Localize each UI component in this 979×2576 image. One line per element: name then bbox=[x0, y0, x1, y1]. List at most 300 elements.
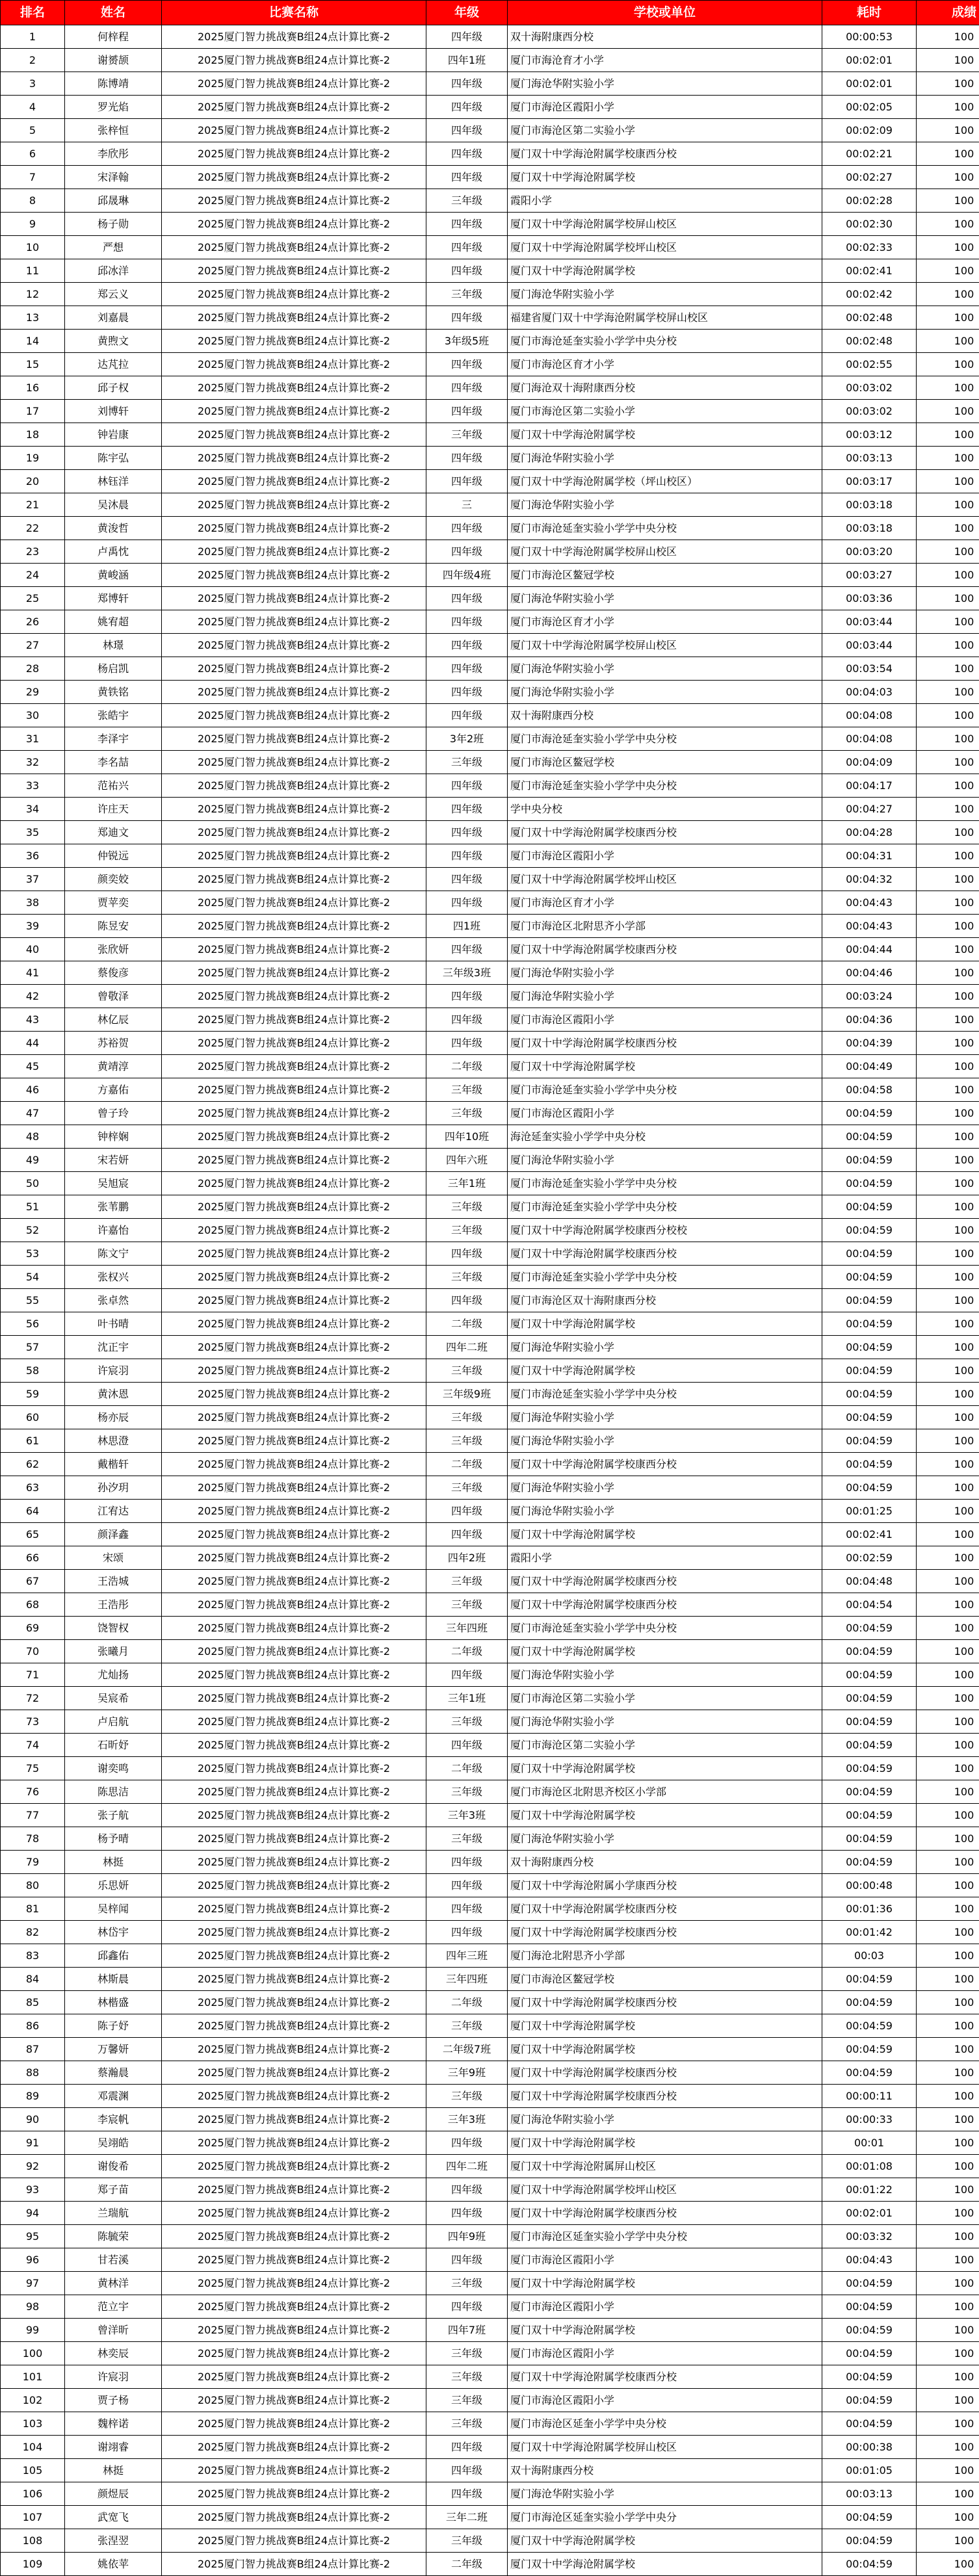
score-cell: 100 bbox=[917, 1149, 979, 1172]
name-cell: 江宥达 bbox=[65, 1500, 162, 1523]
rank-cell: 55 bbox=[1, 1289, 65, 1312]
school-cell: 厦门市海沧延奎实验小学学中央分校 bbox=[508, 1266, 822, 1289]
school-cell: 厦门市海沧区延奎实验小学学中央分校 bbox=[508, 2225, 822, 2248]
score-cell: 100 bbox=[917, 1429, 979, 1453]
time-cell: 00:04:59 bbox=[822, 1195, 917, 1219]
table-row bbox=[1, 2061, 979, 2085]
time-cell: 00:04:59 bbox=[822, 1453, 917, 1476]
score-cell: 100 bbox=[917, 2225, 979, 2248]
table-row bbox=[1, 1195, 979, 1219]
name-cell: 蔡瀚晨 bbox=[65, 2061, 162, 2085]
name-cell: 姚宥超 bbox=[65, 610, 162, 634]
rank-cell: 63 bbox=[1, 1476, 65, 1500]
score-cell: 100 bbox=[917, 564, 979, 587]
table-row bbox=[1, 1102, 979, 1125]
score-cell: 100 bbox=[917, 2482, 979, 2506]
table-row bbox=[1, 1453, 979, 1476]
grade-cell: 四年级 bbox=[426, 376, 508, 400]
rank-cell: 8 bbox=[1, 189, 65, 213]
header-grade: 年级 bbox=[426, 1, 508, 25]
rank-cell: 76 bbox=[1, 1780, 65, 1804]
rank-cell: 101 bbox=[1, 2365, 65, 2389]
grade-cell: 三年级 bbox=[426, 2412, 508, 2436]
time-cell: 00:04:59 bbox=[822, 1336, 917, 1359]
table-row bbox=[1, 1055, 979, 1078]
table-row bbox=[1, 821, 979, 844]
table-row bbox=[1, 2436, 979, 2459]
time-cell: 00:03:02 bbox=[822, 400, 917, 423]
table-row bbox=[1, 72, 979, 96]
school-cell: 厦门双十中学海沧附属学校 bbox=[508, 1523, 822, 1546]
time-cell: 00:04:59 bbox=[822, 1312, 917, 1336]
name-cell: 吴宸希 bbox=[65, 1687, 162, 1710]
score-cell: 100 bbox=[917, 868, 979, 891]
time-cell: 00:04:59 bbox=[822, 1640, 917, 1663]
event-cell: 2025厦门智力挑战赛B组24点计算比赛-2 bbox=[162, 1757, 426, 1780]
table-row bbox=[1, 1968, 979, 1991]
school-cell: 海沧延奎实验小学学中央分校 bbox=[508, 1125, 822, 1149]
score-cell: 100 bbox=[917, 2365, 979, 2389]
name-cell: 范立宇 bbox=[65, 2295, 162, 2319]
grade-cell: 二年级 bbox=[426, 1055, 508, 1078]
time-cell: 00:03:17 bbox=[822, 470, 917, 493]
event-cell: 2025厦门智力挑战赛B组24点计算比赛-2 bbox=[162, 774, 426, 798]
score-cell: 100 bbox=[917, 2085, 979, 2108]
rank-cell: 30 bbox=[1, 704, 65, 727]
time-cell: 00:04:59 bbox=[822, 1359, 917, 1383]
school-cell: 厦门双十中学海沧附属学校坪山校区 bbox=[508, 868, 822, 891]
school-cell: 厦门海沧双十海附康西分校 bbox=[508, 376, 822, 400]
time-cell: 00:04:59 bbox=[822, 2038, 917, 2061]
time-cell: 00:04:28 bbox=[822, 821, 917, 844]
grade-cell: 四年1班 bbox=[426, 49, 508, 72]
school-cell: 厦门双十中学海沧附属学校康西分校 bbox=[508, 142, 822, 166]
grade-cell: 三年级 bbox=[426, 1102, 508, 1125]
event-cell: 2025厦门智力挑战赛B组24点计算比赛-2 bbox=[162, 938, 426, 961]
school-cell: 厦门双十中学海沧附属学校屏山校区 bbox=[508, 540, 822, 564]
rank-cell: 40 bbox=[1, 938, 65, 961]
school-cell: 厦门双十中学海沧附属学校 bbox=[508, 2529, 822, 2553]
event-cell: 2025厦门智力挑战赛B组24点计算比赛-2 bbox=[162, 306, 426, 330]
school-cell: 厦门双十中学海沧附属学校 bbox=[508, 166, 822, 189]
score-cell: 100 bbox=[917, 49, 979, 72]
event-cell: 2025厦门智力挑战赛B组24点计算比赛-2 bbox=[162, 400, 426, 423]
grade-cell: 三 bbox=[426, 493, 508, 517]
rank-cell: 74 bbox=[1, 1734, 65, 1757]
school-cell: 福建省厦门双十中学海沧附属学校屏山校区 bbox=[508, 306, 822, 330]
table-row bbox=[1, 1687, 979, 1710]
event-cell: 2025厦门智力挑战赛B组24点计算比赛-2 bbox=[162, 1242, 426, 1266]
score-cell: 100 bbox=[917, 1804, 979, 1827]
table-row bbox=[1, 1219, 979, 1242]
time-cell: 00:03:12 bbox=[822, 423, 917, 447]
event-cell: 2025厦门智力挑战赛B组24点计算比赛-2 bbox=[162, 1897, 426, 1921]
event-cell: 2025厦门智力挑战赛B组24点计算比赛-2 bbox=[162, 1125, 426, 1149]
name-cell: 方嘉佑 bbox=[65, 1078, 162, 1102]
rank-cell: 61 bbox=[1, 1429, 65, 1453]
name-cell: 兰瑞航 bbox=[65, 2202, 162, 2225]
time-cell: 00:04:59 bbox=[822, 1125, 917, 1149]
rank-cell: 57 bbox=[1, 1336, 65, 1359]
header-event: 比赛名称 bbox=[162, 1, 426, 25]
school-cell: 厦门双十中学海沧附属学校康西分校 bbox=[508, 1897, 822, 1921]
score-cell: 100 bbox=[917, 634, 979, 657]
score-cell: 100 bbox=[917, 1266, 979, 1289]
event-cell: 2025厦门智力挑战赛B组24点计算比赛-2 bbox=[162, 2038, 426, 2061]
school-cell: 厦门市海沧区霞阳小学 bbox=[508, 1102, 822, 1125]
school-cell: 厦门双十中学海沧附属学校康西分校 bbox=[508, 1570, 822, 1593]
table-row bbox=[1, 2553, 979, 2576]
grade-cell: 四年级 bbox=[426, 1032, 508, 1055]
time-cell: 00:04:59 bbox=[822, 2319, 917, 2342]
time-cell: 00:04:59 bbox=[822, 1242, 917, 1266]
event-cell: 2025厦门智力挑战赛B组24点计算比赛-2 bbox=[162, 1476, 426, 1500]
header-school: 学校或单位 bbox=[508, 1, 822, 25]
event-cell: 2025厦门智力挑战赛B组24点计算比赛-2 bbox=[162, 891, 426, 915]
time-cell: 00:03:13 bbox=[822, 2482, 917, 2506]
grade-cell: 四年级 bbox=[426, 2436, 508, 2459]
grade-cell: 三年级 bbox=[426, 1476, 508, 1500]
name-cell: 张梓恒 bbox=[65, 119, 162, 142]
school-cell: 厦门海沧华附实验小学 bbox=[508, 1149, 822, 1172]
time-cell: 00:04:59 bbox=[822, 1734, 917, 1757]
event-cell: 2025厦门智力挑战赛B组24点计算比赛-2 bbox=[162, 1991, 426, 2014]
grade-cell: 四年级 bbox=[426, 704, 508, 727]
name-cell: 陈昱安 bbox=[65, 915, 162, 938]
rank-cell: 89 bbox=[1, 2085, 65, 2108]
event-cell: 2025厦门智力挑战赛B组24点计算比赛-2 bbox=[162, 119, 426, 142]
grade-cell: 三年3班 bbox=[426, 2108, 508, 2131]
event-cell: 2025厦门智力挑战赛B组24点计算比赛-2 bbox=[162, 236, 426, 259]
event-cell: 2025厦门智力挑战赛B组24点计算比赛-2 bbox=[162, 2108, 426, 2131]
grade-cell: 四年级 bbox=[426, 587, 508, 610]
grade-cell: 四年级 bbox=[426, 2131, 508, 2155]
table-row bbox=[1, 1125, 979, 1149]
grade-cell: 二年级 bbox=[426, 2553, 508, 2576]
rank-cell: 45 bbox=[1, 1055, 65, 1078]
name-cell: 戴楷轩 bbox=[65, 1453, 162, 1476]
score-cell: 100 bbox=[917, 1991, 979, 2014]
score-cell: 100 bbox=[917, 610, 979, 634]
event-cell: 2025厦门智力挑战赛B组24点计算比赛-2 bbox=[162, 1266, 426, 1289]
time-cell: 00:04:59 bbox=[822, 1827, 917, 1851]
grade-cell: 四年级 bbox=[426, 1523, 508, 1546]
table-row bbox=[1, 2295, 979, 2319]
rank-cell: 7 bbox=[1, 166, 65, 189]
event-cell: 2025厦门智力挑战赛B组24点计算比赛-2 bbox=[162, 1546, 426, 1570]
score-cell: 100 bbox=[917, 587, 979, 610]
rank-cell: 77 bbox=[1, 1804, 65, 1827]
grade-cell: 四年级 bbox=[426, 2178, 508, 2202]
event-cell: 2025厦门智力挑战赛B组24点计算比赛-2 bbox=[162, 1055, 426, 1078]
name-cell: 石昕妤 bbox=[65, 1734, 162, 1757]
rank-cell: 54 bbox=[1, 1266, 65, 1289]
table-row bbox=[1, 142, 979, 166]
rank-cell: 35 bbox=[1, 821, 65, 844]
score-cell: 100 bbox=[917, 2202, 979, 2225]
name-cell: 宋颂 bbox=[65, 1546, 162, 1570]
table-row bbox=[1, 1991, 979, 2014]
time-cell: 00:03:27 bbox=[822, 564, 917, 587]
header-row bbox=[1, 1, 979, 25]
score-cell: 100 bbox=[917, 400, 979, 423]
time-cell: 00:04:36 bbox=[822, 1008, 917, 1032]
time-cell: 00:01:42 bbox=[822, 1921, 917, 1944]
grade-cell: 四年级 bbox=[426, 891, 508, 915]
name-cell: 许嘉怡 bbox=[65, 1219, 162, 1242]
school-cell: 厦门双十中学海沧附属学校 bbox=[508, 2553, 822, 2576]
school-cell: 厦门双十中学海沧附属学校 bbox=[508, 1055, 822, 1078]
score-cell: 100 bbox=[917, 1780, 979, 1804]
table-row bbox=[1, 2155, 979, 2178]
time-cell: 00:04:54 bbox=[822, 1593, 917, 1617]
event-cell: 2025厦门智力挑战赛B组24点计算比赛-2 bbox=[162, 1734, 426, 1757]
rank-cell: 31 bbox=[1, 727, 65, 751]
table-row bbox=[1, 985, 979, 1008]
grade-cell: 三年级 bbox=[426, 2085, 508, 2108]
rank-cell: 94 bbox=[1, 2202, 65, 2225]
grade-cell: 四年级 bbox=[426, 1897, 508, 1921]
event-cell: 2025厦门智力挑战赛B组24点计算比赛-2 bbox=[162, 681, 426, 704]
event-cell: 2025厦门智力挑战赛B组24点计算比赛-2 bbox=[162, 1827, 426, 1851]
time-cell: 00:03:32 bbox=[822, 2225, 917, 2248]
grade-cell: 三年级 bbox=[426, 2529, 508, 2553]
name-cell: 陈毓荣 bbox=[65, 2225, 162, 2248]
header-name: 姓名 bbox=[65, 1, 162, 25]
rank-cell: 51 bbox=[1, 1195, 65, 1219]
rank-cell: 82 bbox=[1, 1921, 65, 1944]
school-cell: 厦门双十中学海沧附属学校康西分校 bbox=[508, 2061, 822, 2085]
event-cell: 2025厦门智力挑战赛B组24点计算比赛-2 bbox=[162, 376, 426, 400]
rank-cell: 17 bbox=[1, 400, 65, 423]
event-cell: 2025厦门智力挑战赛B组24点计算比赛-2 bbox=[162, 915, 426, 938]
grade-cell: 三年级 bbox=[426, 1078, 508, 1102]
rank-cell: 21 bbox=[1, 493, 65, 517]
score-cell: 100 bbox=[917, 189, 979, 213]
score-cell: 100 bbox=[917, 2248, 979, 2272]
school-cell: 厦门海沧华附实验小学 bbox=[508, 961, 822, 985]
score-cell: 100 bbox=[917, 1944, 979, 1968]
school-cell: 厦门市海沧区霞阳小学 bbox=[508, 2295, 822, 2319]
event-cell: 2025厦门智力挑战赛B组24点计算比赛-2 bbox=[162, 657, 426, 681]
table-row bbox=[1, 1008, 979, 1032]
table-row bbox=[1, 844, 979, 868]
time-cell: 00:02:42 bbox=[822, 283, 917, 306]
score-cell: 100 bbox=[917, 1125, 979, 1149]
grade-cell: 四年级 bbox=[426, 142, 508, 166]
rank-cell: 58 bbox=[1, 1359, 65, 1383]
name-cell: 姚依苹 bbox=[65, 2553, 162, 2576]
school-cell: 厦门双十中学海沧附属学校 bbox=[508, 423, 822, 447]
name-cell: 黄铁铭 bbox=[65, 681, 162, 704]
time-cell: 00:02:41 bbox=[822, 259, 917, 283]
table-row bbox=[1, 634, 979, 657]
table-row bbox=[1, 1078, 979, 1102]
school-cell: 厦门市海沧区第二实验小学 bbox=[508, 1734, 822, 1757]
name-cell: 谢俊希 bbox=[65, 2155, 162, 2178]
score-cell: 100 bbox=[917, 1406, 979, 1429]
time-cell: 00:04:59 bbox=[822, 2529, 917, 2553]
score-cell: 100 bbox=[917, 2389, 979, 2412]
table-row bbox=[1, 961, 979, 985]
time-cell: 00:03:13 bbox=[822, 447, 917, 470]
score-cell: 100 bbox=[917, 142, 979, 166]
score-cell: 100 bbox=[917, 727, 979, 751]
school-cell: 厦门市海沧区延奎实验小学学中央分 bbox=[508, 2506, 822, 2529]
rank-cell: 27 bbox=[1, 634, 65, 657]
grade-cell: 四年级 bbox=[426, 1851, 508, 1874]
score-cell: 100 bbox=[917, 1055, 979, 1078]
name-cell: 张卓然 bbox=[65, 1289, 162, 1312]
rank-cell: 5 bbox=[1, 119, 65, 142]
school-cell: 厦门海沧华附实验小学 bbox=[508, 283, 822, 306]
name-cell: 罗光焰 bbox=[65, 96, 162, 119]
rank-cell: 88 bbox=[1, 2061, 65, 2085]
table-row bbox=[1, 1663, 979, 1687]
school-cell: 霞阳小学 bbox=[508, 189, 822, 213]
score-cell: 100 bbox=[917, 283, 979, 306]
table-row bbox=[1, 1593, 979, 1617]
score-cell: 100 bbox=[917, 798, 979, 821]
time-cell: 00:02:48 bbox=[822, 306, 917, 330]
rank-cell: 59 bbox=[1, 1383, 65, 1406]
score-cell: 100 bbox=[917, 423, 979, 447]
time-cell: 00:01:08 bbox=[822, 2155, 917, 2178]
event-cell: 2025厦门智力挑战赛B组24点计算比赛-2 bbox=[162, 353, 426, 376]
name-cell: 叶书晴 bbox=[65, 1312, 162, 1336]
event-cell: 2025厦门智力挑战赛B组24点计算比赛-2 bbox=[162, 96, 426, 119]
event-cell: 2025厦门智力挑战赛B组24点计算比赛-2 bbox=[162, 1219, 426, 1242]
school-cell: 厦门双十中学海沧附属学校康西分校 bbox=[508, 2365, 822, 2389]
score-cell: 100 bbox=[917, 1359, 979, 1383]
time-cell: 00:04:59 bbox=[822, 2342, 917, 2365]
school-cell: 厦门双十中学海沧附属学校康西分校 bbox=[508, 1453, 822, 1476]
event-cell: 2025厦门智力挑战赛B组24点计算比赛-2 bbox=[162, 447, 426, 470]
time-cell: 00:03:54 bbox=[822, 657, 917, 681]
grade-cell: 三年级 bbox=[426, 2365, 508, 2389]
grade-cell: 四年7班 bbox=[426, 2319, 508, 2342]
event-cell: 2025厦门智力挑战赛B组24点计算比赛-2 bbox=[162, 1453, 426, 1476]
school-cell: 厦门市海沧区北附思齐校区小学部 bbox=[508, 1780, 822, 1804]
name-cell: 严想 bbox=[65, 236, 162, 259]
time-cell: 00:04:27 bbox=[822, 798, 917, 821]
name-cell: 林亿辰 bbox=[65, 1008, 162, 1032]
table-row bbox=[1, 447, 979, 470]
table-row bbox=[1, 2529, 979, 2553]
event-cell: 2025厦门智力挑战赛B组24点计算比赛-2 bbox=[162, 25, 426, 49]
table-row bbox=[1, 1921, 979, 1944]
score-cell: 100 bbox=[917, 751, 979, 774]
score-cell: 100 bbox=[917, 915, 979, 938]
grade-cell: 四年2班 bbox=[426, 1546, 508, 1570]
score-cell: 100 bbox=[917, 1921, 979, 1944]
table-row bbox=[1, 1874, 979, 1897]
time-cell: 00:04:31 bbox=[822, 844, 917, 868]
table-row bbox=[1, 2459, 979, 2482]
table-row bbox=[1, 1851, 979, 1874]
rank-cell: 37 bbox=[1, 868, 65, 891]
grade-cell: 三年级 bbox=[426, 1570, 508, 1593]
score-cell: 100 bbox=[917, 2155, 979, 2178]
rank-cell: 2 bbox=[1, 49, 65, 72]
name-cell: 邓震渊 bbox=[65, 2085, 162, 2108]
rank-cell: 52 bbox=[1, 1219, 65, 1242]
rank-cell: 73 bbox=[1, 1710, 65, 1734]
rank-cell: 46 bbox=[1, 1078, 65, 1102]
event-cell: 2025厦门智力挑战赛B组24点计算比赛-2 bbox=[162, 1429, 426, 1453]
event-cell: 2025厦门智力挑战赛B组24点计算比赛-2 bbox=[162, 2248, 426, 2272]
time-cell: 00:04:59 bbox=[822, 1851, 917, 1874]
table-row bbox=[1, 1289, 979, 1312]
rank-cell: 13 bbox=[1, 306, 65, 330]
rank-cell: 62 bbox=[1, 1453, 65, 1476]
grade-cell: 三年级 bbox=[426, 2342, 508, 2365]
score-cell: 100 bbox=[917, 1968, 979, 1991]
score-cell: 100 bbox=[917, 1383, 979, 1406]
school-cell: 厦门双十中学海沧附属学校康西分校 bbox=[508, 821, 822, 844]
school-cell: 厦门双十中学海沧附属学校康西分校 bbox=[508, 938, 822, 961]
score-cell: 100 bbox=[917, 938, 979, 961]
name-cell: 林钰洋 bbox=[65, 470, 162, 493]
score-cell: 100 bbox=[917, 2014, 979, 2038]
table-row bbox=[1, 704, 979, 727]
event-cell: 2025厦门智力挑战赛B组24点计算比赛-2 bbox=[162, 1500, 426, 1523]
event-cell: 2025厦门智力挑战赛B组24点计算比赛-2 bbox=[162, 1968, 426, 1991]
rank-cell: 71 bbox=[1, 1663, 65, 1687]
table-row bbox=[1, 1617, 979, 1640]
school-cell: 厦门市海沧区第二实验小学 bbox=[508, 400, 822, 423]
name-cell: 杨予晴 bbox=[65, 1827, 162, 1851]
table-row bbox=[1, 610, 979, 634]
table-row bbox=[1, 423, 979, 447]
grade-cell: 三年3班 bbox=[426, 1804, 508, 1827]
rank-cell: 26 bbox=[1, 610, 65, 634]
rank-cell: 39 bbox=[1, 915, 65, 938]
time-cell: 00:04:48 bbox=[822, 1570, 917, 1593]
grade-cell: 三年级 bbox=[426, 1359, 508, 1383]
event-cell: 2025厦门智力挑战赛B组24点计算比赛-2 bbox=[162, 634, 426, 657]
rank-cell: 78 bbox=[1, 1827, 65, 1851]
score-cell: 100 bbox=[917, 1476, 979, 1500]
table-row bbox=[1, 1172, 979, 1195]
event-cell: 2025厦门智力挑战赛B组24点计算比赛-2 bbox=[162, 1570, 426, 1593]
name-cell: 黄靖淳 bbox=[65, 1055, 162, 1078]
grade-cell: 三年9班 bbox=[426, 2061, 508, 2085]
event-cell: 2025厦门智力挑战赛B组24点计算比赛-2 bbox=[162, 2085, 426, 2108]
table-row bbox=[1, 2038, 979, 2061]
event-cell: 2025厦门智力挑战赛B组24点计算比赛-2 bbox=[162, 844, 426, 868]
name-cell: 许宸羽 bbox=[65, 1359, 162, 1383]
score-cell: 100 bbox=[917, 1032, 979, 1055]
header-rank: 排名 bbox=[1, 1, 65, 25]
time-cell: 00:02:01 bbox=[822, 2202, 917, 2225]
school-cell: 厦门市海沧延奎实验小学学中央分校 bbox=[508, 330, 822, 353]
school-cell: 厦门双十中学海沧附属学校屏山校区 bbox=[508, 2436, 822, 2459]
time-cell: 00:04:59 bbox=[822, 1617, 917, 1640]
event-cell: 2025厦门智力挑战赛B组24点计算比赛-2 bbox=[162, 2178, 426, 2202]
name-cell: 曾洋昕 bbox=[65, 2319, 162, 2342]
school-cell: 厦门海沧华附实验小学 bbox=[508, 72, 822, 96]
rank-cell: 93 bbox=[1, 2178, 65, 2202]
name-cell: 钟梓娴 bbox=[65, 1125, 162, 1149]
rank-cell: 38 bbox=[1, 891, 65, 915]
rank-cell: 43 bbox=[1, 1008, 65, 1032]
score-cell: 100 bbox=[917, 2436, 979, 2459]
rank-cell: 108 bbox=[1, 2529, 65, 2553]
table-row bbox=[1, 119, 979, 142]
grade-cell: 四年级 bbox=[426, 681, 508, 704]
name-cell: 蔡俊彦 bbox=[65, 961, 162, 985]
